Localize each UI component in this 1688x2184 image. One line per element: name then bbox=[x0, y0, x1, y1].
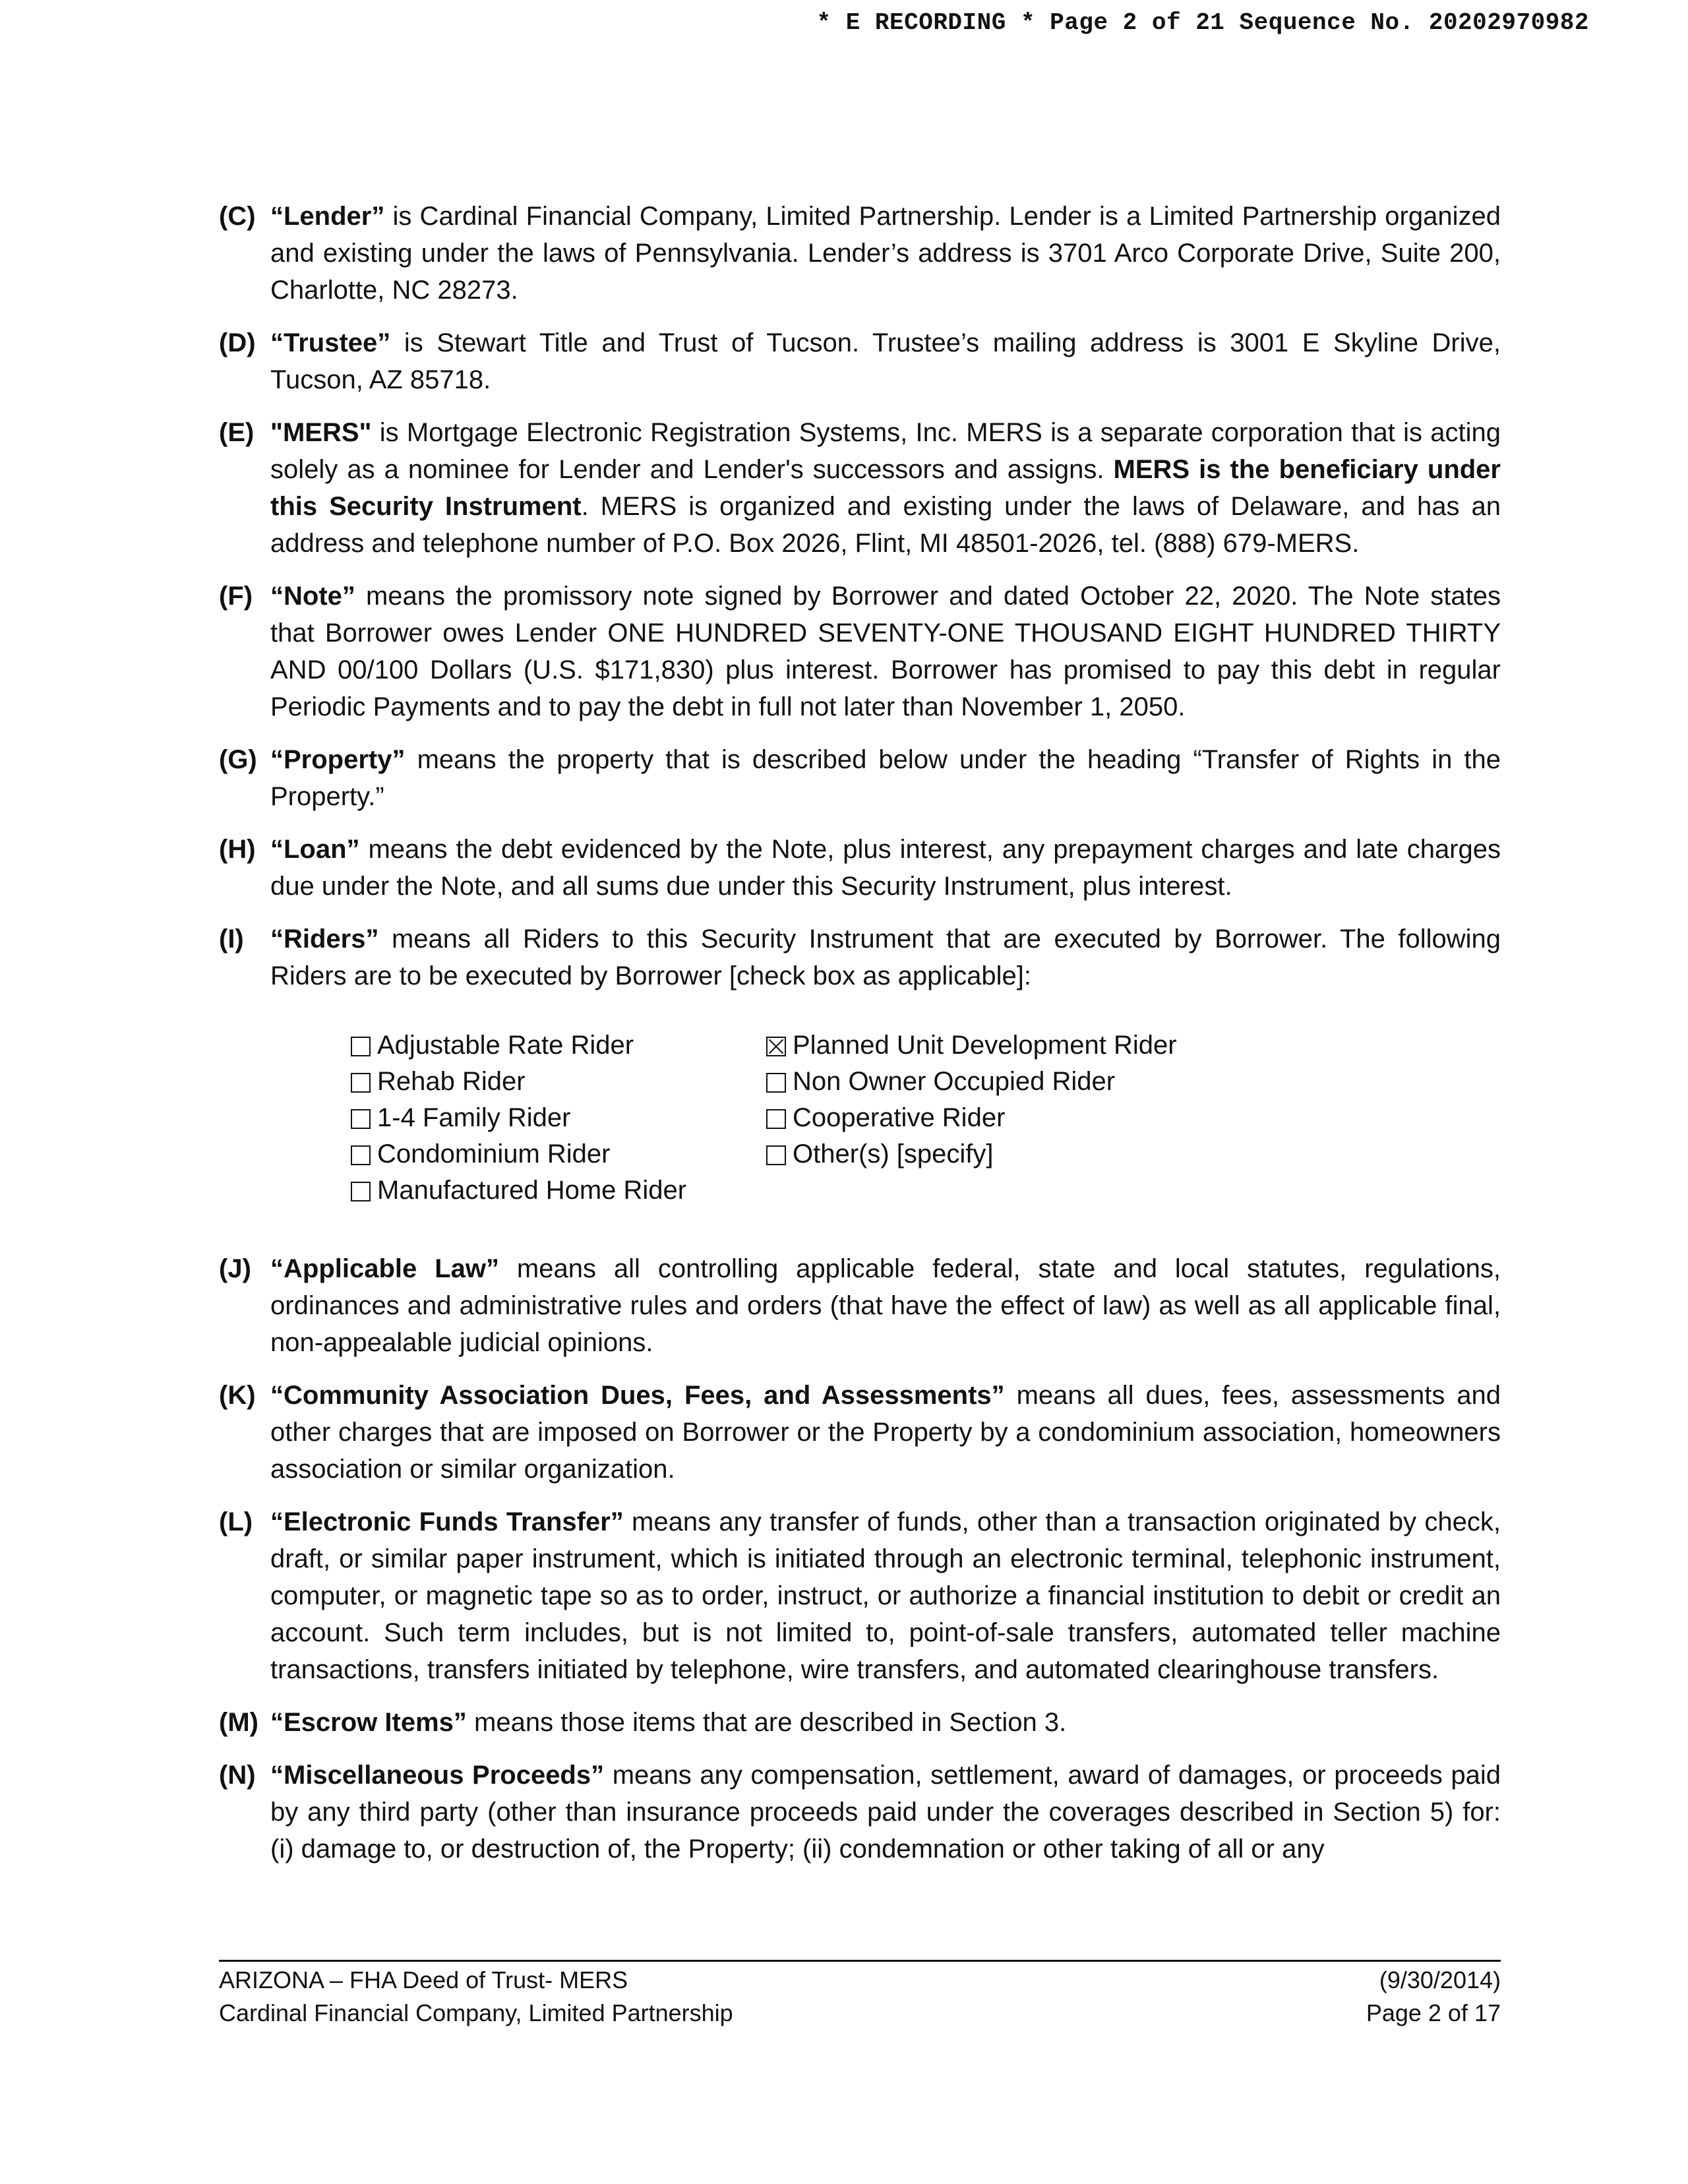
definition-term: "MERS" bbox=[270, 418, 372, 447]
definition-trustee bbox=[219, 324, 1501, 398]
checkbox-icon bbox=[766, 1145, 786, 1165]
rider-adjustable-rate bbox=[351, 1027, 686, 1064]
definition-letter: (D) bbox=[219, 328, 256, 357]
footer-divider bbox=[219, 1960, 1501, 1962]
definition-letter: (K) bbox=[219, 1381, 256, 1410]
definition-term: “Trustee” bbox=[270, 328, 391, 357]
definition-text: means any transfer of funds, other than a transaction originated by check, draft, or similar paper instrument, which is initiated through an electronic terminal, telephonic instrument, computer, or magnetic tape so as to order, instruct, or authorize a financial institution to debit or credit an account. Such term includes, but is not limited to, point-of-sale transfers, automated teller machine transactions, transfers initiated by telephone, wire transfers, and automated clearinghouse transfers. bbox=[270, 1507, 1501, 1684]
definition-text: is Cardinal Financial Company, Limited Partnership. Lender is a Limited Partnership organized and existing under the laws of Pennsylvania. Lender’s address is 3701 Arco Corporate Drive, Suite 200, Charlotte, NC 28273. bbox=[270, 202, 1501, 305]
rider-condominium bbox=[351, 1136, 686, 1172]
rider-label: Manufactured Home Rider bbox=[377, 1176, 687, 1205]
definition-term: “Lender” bbox=[270, 202, 385, 231]
definition-note bbox=[219, 578, 1501, 725]
definition-letter: (L) bbox=[219, 1507, 253, 1536]
recording-header: * E RECORDING * Page 2 of 21 Sequence No. 20202970982 bbox=[816, 9, 1589, 36]
form-date: (9/30/2014) bbox=[1379, 1966, 1501, 1993]
rider-label: 1-4 Family Rider bbox=[377, 1103, 571, 1132]
rider-label: Other(s) [specify] bbox=[793, 1139, 994, 1168]
definition-letter: (H) bbox=[219, 835, 256, 864]
rider-other bbox=[766, 1136, 1177, 1172]
definition-text: means the debt evidenced by the Note, plus interest, any prepayment charges and late charges due under the Note, and all sums due under this Security Instrument, plus interest. bbox=[270, 835, 1501, 901]
definition-loan bbox=[219, 831, 1501, 905]
definition-lender bbox=[219, 198, 1501, 309]
rider-non-owner-occupied bbox=[766, 1064, 1177, 1100]
definition-text: means those items that are described in Section 3. bbox=[466, 1708, 1067, 1737]
definition-letter: (C) bbox=[219, 202, 256, 231]
definition-community-association-dues bbox=[219, 1377, 1501, 1488]
checkbox-icon bbox=[351, 1182, 371, 1201]
page-number: Page 2 of 17 bbox=[1366, 1999, 1501, 2026]
definition-electronic-funds-transfer bbox=[219, 1503, 1501, 1688]
definition-text: means the promissory note signed by Borrower and dated October 22, 2020. The Note states that Borrower owes Lender ONE HUNDRED SEVENTY-ONE THOUSAND EIGHT HUNDRED THIRTY AND 00/100 Dollars (U.S. $171,830) plus interest. Borrower has promised to pay this debt in regular Periodic Payments and to pay the debt in full not later than November 1, 2050. bbox=[270, 582, 1501, 721]
rider-rehab bbox=[351, 1064, 686, 1100]
checked-box-icon bbox=[766, 1037, 786, 1056]
definition-term: “Miscellaneous Proceeds” bbox=[270, 1761, 605, 1790]
rider-label: Rehab Rider bbox=[377, 1067, 526, 1096]
definition-text: means any compensation, settlement, award of damages, or proceeds paid by any third party (other than insurance proceeds paid under the coverages described in Section 5) for: (i) damage to, or destruction of, the Property; (ii) condemnation or other taking of all or any bbox=[270, 1761, 1501, 1864]
footer-right bbox=[1366, 1964, 1501, 2030]
definition-letter: (F) bbox=[219, 582, 253, 611]
definition-term: “Note” bbox=[270, 582, 355, 611]
definition-escrow-items bbox=[219, 1704, 1501, 1741]
rider-label: Cooperative Rider bbox=[793, 1103, 1006, 1132]
definition-text: . MERS is organized and existing under the laws of Delaware, and has an address and telephone number of P.O. Box 2026, Flint, MI 48501-2026, tel. (888) 679-MERS. bbox=[270, 492, 1501, 558]
form-name: ARIZONA – FHA Deed of Trust- MERS bbox=[219, 1966, 628, 1993]
definition-text: is Stewart Title and Trust of Tucson. Trustee’s mailing address is 3001 E Skyline Drive, Tucson, AZ 85718. bbox=[270, 328, 1501, 394]
definitions-section bbox=[219, 198, 1501, 1883]
riders-right-column bbox=[766, 1027, 1177, 1172]
definition-letter: (I) bbox=[219, 925, 244, 954]
rider-label: Adjustable Rate Rider bbox=[377, 1031, 634, 1060]
definition-term: “Escrow Items” bbox=[270, 1708, 467, 1737]
rider-label: Non Owner Occupied Rider bbox=[793, 1067, 1116, 1096]
definition-riders bbox=[219, 921, 1501, 994]
definition-term: “Applicable Law” bbox=[270, 1254, 499, 1283]
checkbox-icon bbox=[351, 1037, 371, 1056]
definition-property bbox=[219, 741, 1501, 815]
definition-emphasis: MERS is the beneficiary under this Security Instrument bbox=[270, 455, 1501, 521]
definition-letter: (E) bbox=[219, 418, 255, 447]
rider-planned-unit-development bbox=[766, 1027, 1177, 1064]
definition-text: means all Riders to this Security Instrument that are executed by Borrower. The following Riders are to be executed by Borrower [check box as applicable]: bbox=[270, 925, 1501, 990]
definition-text: means all dues, fees, assessments and other charges that are imposed on Borrower or the Property by a condominium association, homeowners association or similar organization. bbox=[270, 1381, 1501, 1484]
rider-cooperative bbox=[766, 1100, 1177, 1136]
checkbox-icon bbox=[351, 1073, 371, 1093]
footer-left bbox=[219, 1964, 733, 2030]
definition-letter: (G) bbox=[219, 745, 257, 774]
riders-checklist bbox=[219, 1027, 1501, 1213]
checkbox-icon bbox=[351, 1109, 371, 1129]
definition-letter: (N) bbox=[219, 1761, 256, 1790]
definition-term: “Property” bbox=[270, 745, 406, 774]
definition-letter: (J) bbox=[219, 1254, 251, 1283]
definition-mers bbox=[219, 414, 1501, 562]
definition-letter: (M) bbox=[219, 1708, 258, 1737]
definition-term: “Riders” bbox=[270, 925, 379, 954]
checkbox-icon bbox=[351, 1145, 371, 1165]
rider-manufactured-home bbox=[351, 1172, 686, 1209]
definition-text: means all controlling applicable federal, state and local statutes, regulations, ordinances and administrative rules and orders (that have the effect of law) as well as all applicable final, non-appealable judicial opinions. bbox=[270, 1254, 1501, 1357]
lender-name: Cardinal Financial Company, Limited Partnership bbox=[219, 1999, 733, 2026]
riders-left-column bbox=[351, 1027, 686, 1209]
rider-label: Planned Unit Development Rider bbox=[793, 1031, 1177, 1060]
definition-term: “Loan” bbox=[270, 835, 360, 864]
rider-label: Condominium Rider bbox=[377, 1139, 611, 1168]
rider-1-4-family bbox=[351, 1100, 686, 1136]
definition-term: “Community Association Dues, Fees, and Assessments” bbox=[270, 1381, 1005, 1410]
definition-term: “Electronic Funds Transfer” bbox=[270, 1507, 624, 1536]
definition-text: means the property that is described below under the heading “Transfer of Rights in the Property.” bbox=[270, 745, 1501, 811]
definition-miscellaneous-proceeds bbox=[219, 1757, 1501, 1867]
checkbox-icon bbox=[766, 1073, 786, 1093]
checkbox-icon bbox=[766, 1109, 786, 1129]
definition-text: is Mortgage Electronic Registration Systems, Inc. MERS is a separate corporation that is acting solely as a nominee for Lender and Lender's successors and assigns. bbox=[270, 418, 1501, 484]
definition-applicable-law bbox=[219, 1250, 1501, 1361]
